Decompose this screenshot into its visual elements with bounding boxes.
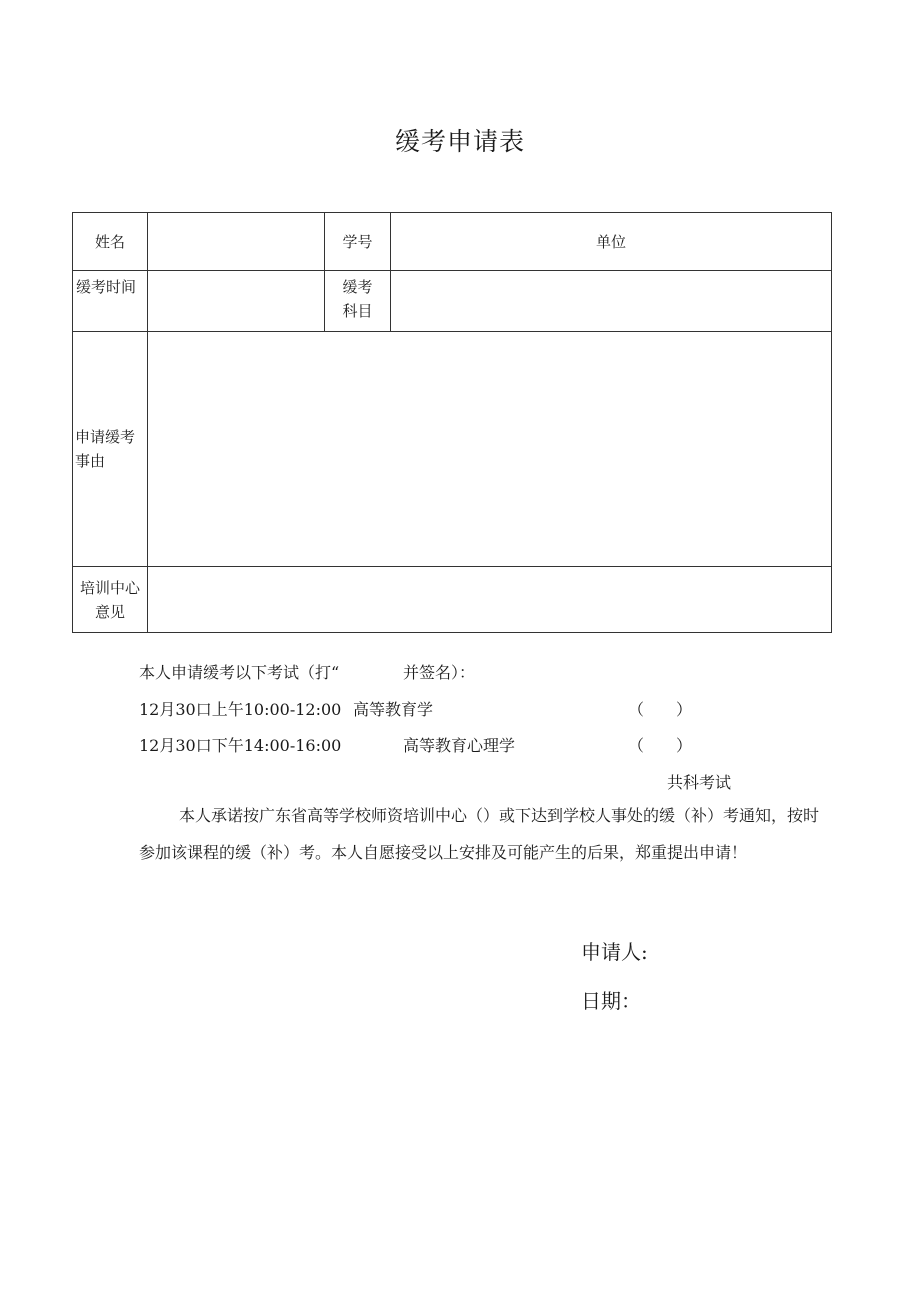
form-row-basic-info: [73, 213, 832, 271]
document-title: 缓考申请表: [394, 127, 525, 156]
defer-time-field[interactable]: [148, 271, 325, 332]
exam-intro-suffix: 并签名）：: [403, 663, 476, 682]
applicant-label: 申请人:: [581, 940, 648, 964]
exam2-subject: 高等教育心理学: [403, 736, 516, 755]
opinion-label-line1: 培训中心: [79, 578, 140, 597]
exam1-subject: 高等教育学: [353, 700, 434, 719]
defer-time-label: 缓考时间: [73, 271, 148, 332]
exam-total: 共科考试: [667, 773, 732, 792]
exam2-checkbox[interactable]: （ ）: [628, 736, 693, 755]
unit-label: 单位: [391, 213, 832, 271]
date-label: 日期：: [581, 989, 641, 1013]
name-label: 姓名: [73, 213, 148, 271]
subject-field[interactable]: [391, 271, 832, 332]
subject-label-line1: 缓考: [342, 278, 373, 296]
subject-label: [325, 271, 391, 332]
opinion-label: [73, 567, 148, 633]
name-field[interactable]: [148, 213, 325, 271]
exam1-checkbox[interactable]: （ ）: [628, 700, 693, 719]
exam2-time: 12月30口下午14:00-16:00: [139, 736, 342, 755]
student-id-label: 学号: [325, 213, 391, 271]
exam1-time: 12月30口上午10:00-12:00: [139, 700, 342, 719]
reason-label: [73, 332, 148, 567]
opinion-field[interactable]: [148, 567, 832, 633]
reason-label-line2: 事由: [75, 452, 106, 470]
reason-field[interactable]: [148, 332, 832, 567]
application-form-table: [72, 212, 832, 633]
opinion-label-line2: 意见: [94, 602, 125, 621]
declaration-paragraph: 本人承诺按广东省高等学校师资培训中心（）或下达到学校人事处的缓（补）考通知，按时参加该课程的缓（补）考。本人自愿接受以上安排及可能产生的后果，郑重提出申请！: [139, 806, 820, 862]
form-row-opinion: [73, 567, 832, 633]
exam-intro: 本人申请缓考以下考试（打“: [139, 663, 340, 682]
subject-label-line2: 科目: [342, 302, 373, 320]
form-row-reason: [73, 332, 832, 567]
reason-label-line1: 申请缓考: [75, 428, 136, 446]
form-row-defer-details: [73, 271, 832, 332]
